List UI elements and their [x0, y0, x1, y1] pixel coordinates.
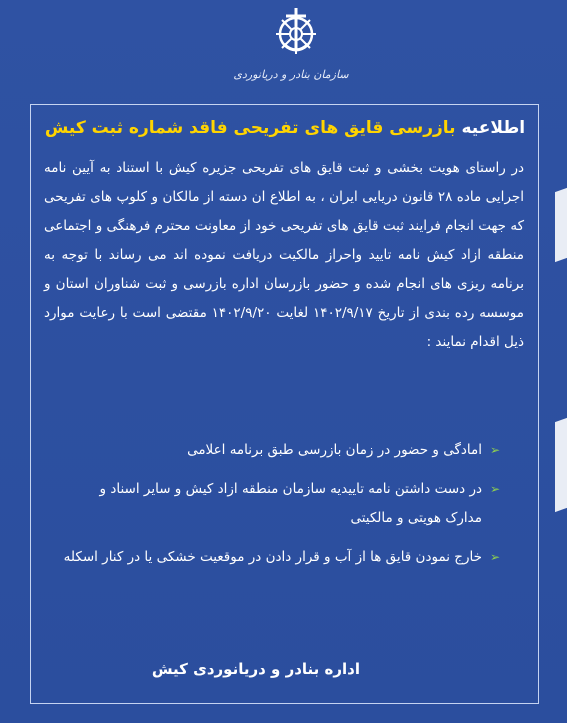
requirements-list: [60, 436, 500, 582]
signature: اداره بنادر و دریانوردی کیش: [151, 660, 360, 678]
list-item: [60, 436, 500, 465]
checkmark-arrow-icon: ➢: [489, 443, 500, 457]
decorative-stripe: [555, 188, 567, 262]
list-item: [60, 475, 500, 533]
title-highlight: بازرسی قایق های تفریحی فاقد شماره ثبت کیش: [44, 118, 462, 138]
decorative-stripe: [555, 418, 567, 512]
title-prefix: اطلاعیه: [461, 118, 526, 138]
list-item-text: خارج نمودن قایق ها از آب و قرار دادن در موقعیت خشکی یا در کنار اسکله: [63, 549, 482, 565]
checkmark-arrow-icon: ➢: [489, 482, 500, 496]
organization-name: سازمان بنادر و دریانوردی: [233, 68, 349, 81]
list-item: [60, 543, 500, 572]
announcement-paragraph: در راستای هویت بخشی و ثبت قایق های تفریحی جزیره کیش با استناد به آیین نامه اجرایی ماده ۲۸ قانون دریایی ایران ، به اطلاع ان دسته از مالکان و کلوپ های تفریحی که جهت انجام فرایند ثبت قایق های تفریحی خود از معاونت محترم فرهنگی و اجتماعی منطقه ازاد کیش نامه تایید واحراز مالکیت دریافت نموده اند می رساند با توجه به برنامه ریزی های انجام شده و حضور بازرسان اداره بازرسی و ثبت شناوران استان و موسسه رده بندی از تاریخ ۱۴۰۲/۹/۱۷ لغایت ۱۴۰۲/۹/۲۰ مقتضی است با رعایت موارد ذیل اقدام نمایند :: [44, 160, 524, 350]
anchor-emblem-icon: [266, 4, 326, 60]
checkmark-arrow-icon: ➢: [489, 550, 500, 564]
list-item-text: در دست داشتن نامه تاییدیه سازمان منطقه ازاد کیش و سایر اسناد و مدارک هویتی و مالکیتی: [99, 481, 482, 526]
page-title: [40, 118, 530, 138]
list-item-text: امادگی و حضور در زمان بازرسی طبق برنامه اعلامی: [187, 442, 482, 458]
